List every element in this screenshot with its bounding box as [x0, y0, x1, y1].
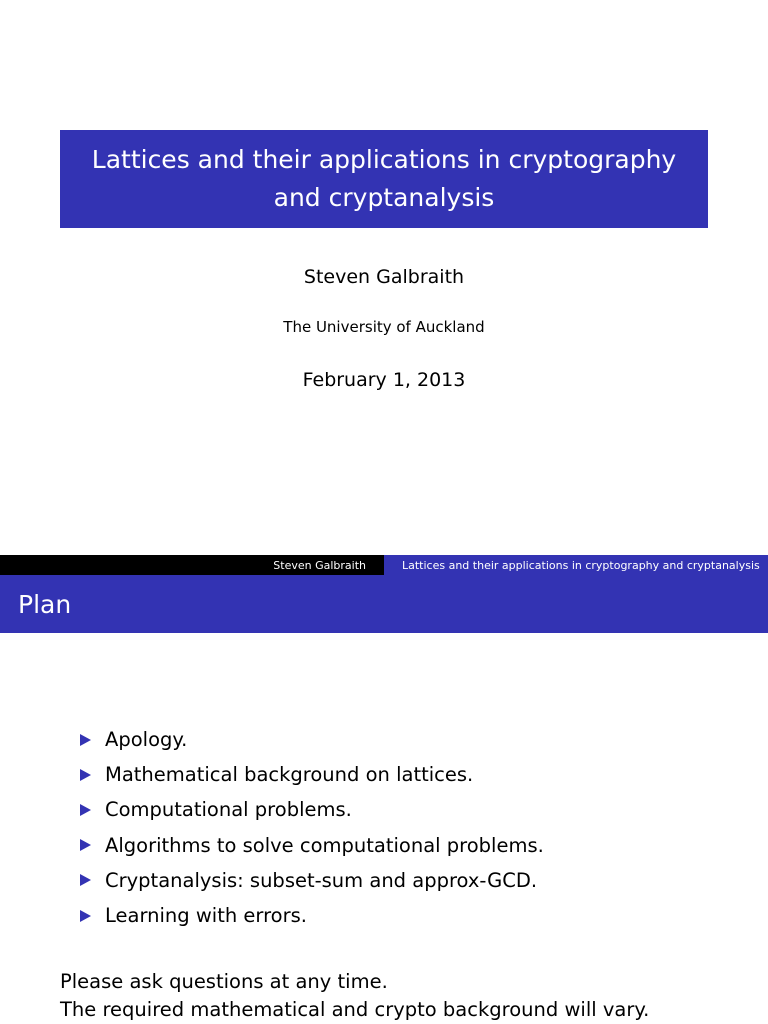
bullet-text: Apology.: [105, 728, 188, 752]
plan-bullet-list: [80, 722, 544, 933]
bullet-text: Mathematical background on lattices.: [105, 763, 474, 787]
triangle-bullet-icon: [80, 769, 91, 781]
footline-title-box: [384, 555, 768, 575]
bullet-text: Learning with errors.: [105, 904, 307, 928]
list-item: [80, 722, 544, 757]
triangle-bullet-icon: [80, 804, 91, 816]
presentation-title: [92, 141, 676, 217]
bullet-text: Algorithms to solve computational problems.: [105, 833, 544, 857]
note-questions: Please ask questions at any time.: [60, 970, 388, 993]
triangle-bullet-icon: [80, 839, 91, 851]
footline: [0, 555, 768, 575]
title-line-2: and cryptanalysis: [273, 183, 495, 212]
bullet-text: Cryptanalysis: subset-sum and approx-GCD.: [105, 868, 538, 892]
list-item: [80, 863, 544, 898]
bullet-text: Computational problems.: [105, 798, 352, 822]
triangle-bullet-icon: [80, 874, 91, 886]
title-line-1: Lattices and their applications in cryptography: [91, 145, 677, 174]
presentation-date: February 1, 2013: [302, 369, 466, 391]
triangle-bullet-icon: [80, 910, 91, 922]
list-item: [80, 898, 544, 933]
note-background: The required mathematical and crypto background will vary.: [60, 998, 650, 1021]
footline-title: Lattices and their applications in cryptography and cryptanalysis: [402, 558, 760, 572]
list-item: [80, 757, 544, 792]
triangle-bullet-icon: [80, 734, 91, 746]
footline-author-box: [0, 555, 384, 575]
presentation-title-box: [60, 130, 708, 228]
frame-title-bar: [0, 575, 768, 633]
institute-name: The University of Auckland: [283, 318, 485, 336]
author-name: Steven Galbraith: [303, 266, 465, 288]
list-item: [80, 828, 544, 863]
list-item: [80, 792, 544, 827]
footline-author: Steven Galbraith: [273, 558, 366, 572]
frame-title: Plan: [18, 589, 72, 619]
